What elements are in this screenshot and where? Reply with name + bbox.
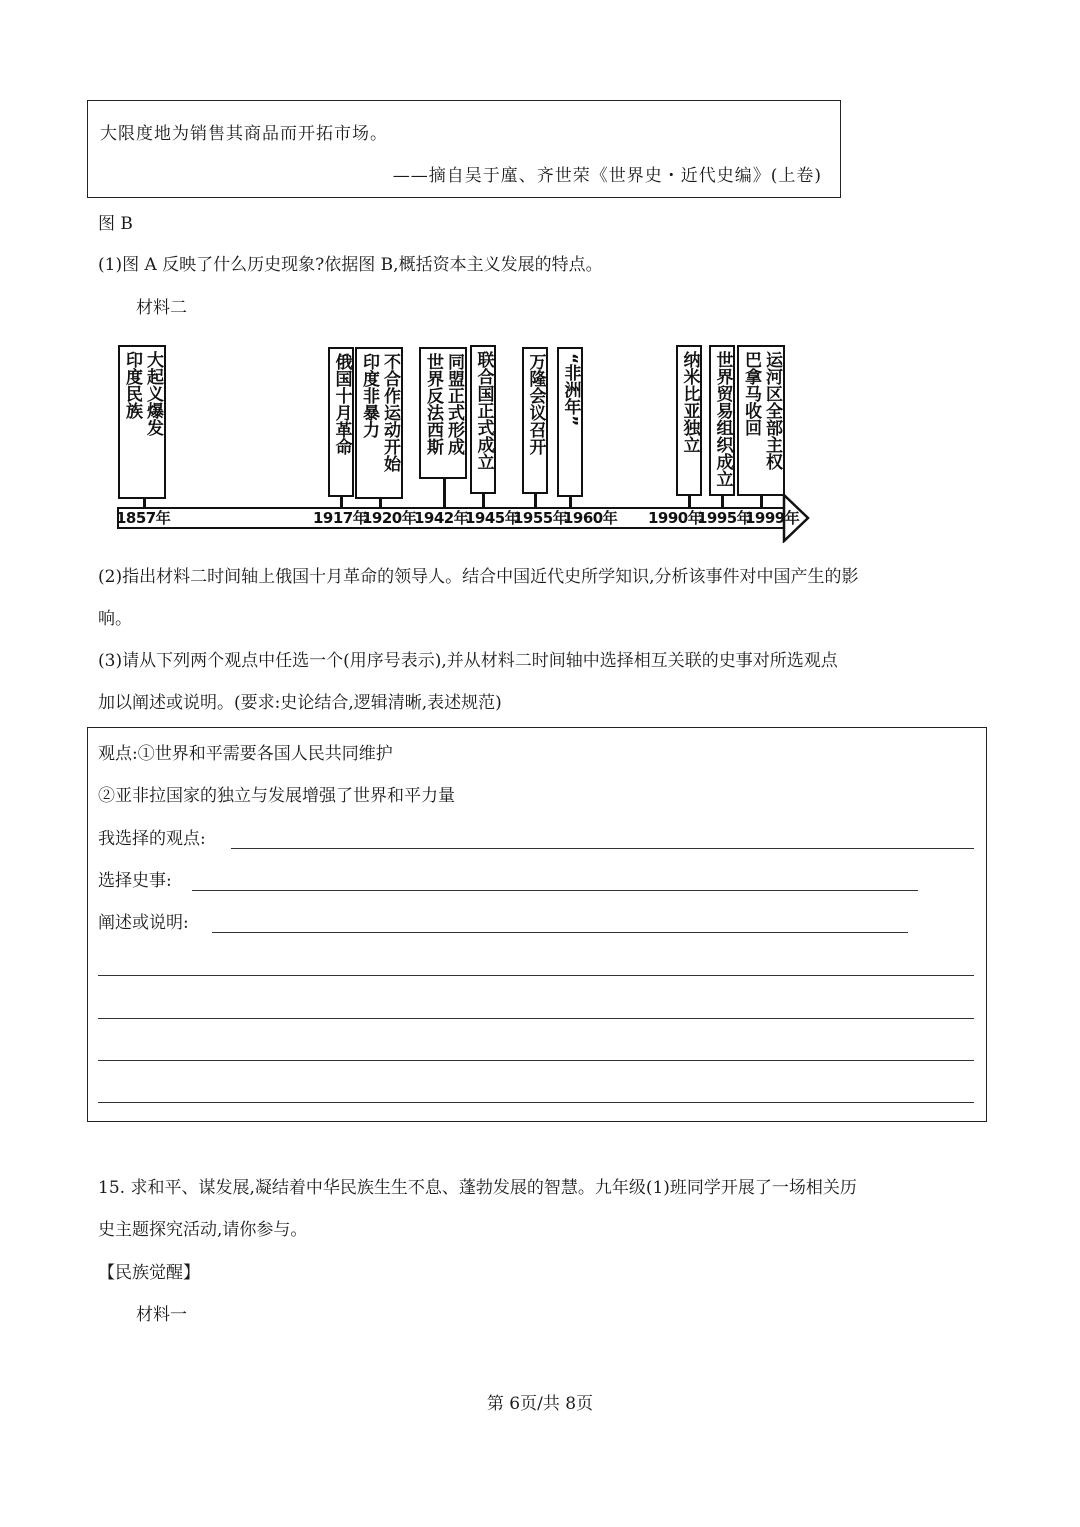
timeline-year: 1942年: [414, 509, 469, 527]
event-text: 万隆会议召开: [525, 353, 546, 455]
timeline-stick: [721, 495, 724, 508]
timeline-event-1945: [470, 345, 496, 494]
timeline-event-1942: [419, 347, 467, 479]
timeline-year: 1955年: [513, 509, 568, 527]
timeline-stick: [379, 498, 382, 508]
field-label-viewpoint: 我选择的观点:: [98, 829, 206, 849]
viewpoint-1: 观点:①世界和平需要各国人民共同维护: [98, 744, 393, 764]
timeline-year: 1920年: [362, 509, 417, 527]
timeline-event-1917: [328, 347, 354, 497]
event-text: 运河区全部主权: [762, 351, 782, 470]
event-text: 大起义爆发: [143, 351, 163, 436]
field-label-explain: 阐述或说明:: [98, 913, 189, 933]
answer-line[interactable]: [98, 1060, 974, 1061]
answer-line-explain[interactable]: [212, 932, 908, 933]
event-text: 纳米比亚独立: [679, 351, 700, 453]
event-text: 世界贸易组织成立: [712, 351, 733, 487]
figure-b-label: 图 B: [98, 214, 133, 234]
timeline-stick: [443, 478, 446, 508]
event-text: 印度非暴力: [359, 353, 379, 438]
section-title: 【民族觉醒】: [98, 1263, 200, 1283]
event-text: 巴拿马收回: [741, 351, 761, 436]
timeline-stick: [340, 496, 343, 508]
answer-line[interactable]: [98, 975, 974, 976]
viewpoint-2: ②亚非拉国家的独立与发展增强了世界和平力量: [98, 786, 455, 806]
timeline-stick: [534, 493, 537, 508]
timeline-year: 1960年: [563, 509, 618, 527]
timeline-stick: [760, 495, 763, 508]
answer-line[interactable]: [98, 1102, 974, 1103]
page-footer: 第 6页/共 8页: [486, 1394, 594, 1414]
timeline-year: 1857年: [116, 509, 171, 527]
timeline-event-1990: [676, 345, 702, 496]
field-label-event: 选择史事:: [98, 871, 172, 891]
timeline-event-1920: [355, 347, 403, 499]
question-2-line1: (2)指出材料二时间轴上俄国十月革命的领导人。结合中国近代史所学知识,分析该事件对中国产生的影: [98, 567, 859, 587]
timeline-figure: [112, 340, 812, 545]
answer-line-event[interactable]: [192, 890, 918, 891]
material-1-label: 材料一: [136, 1305, 187, 1325]
question-3-line2: 加以阐述或说明。(要求:史论结合,逻辑清晰,表述规范): [98, 693, 502, 713]
question-15-line2: 史主题探究活动,请你参与。: [98, 1220, 308, 1240]
question-15-line1: 15. 求和平、谋发展,凝结着中华民族生生不息、蓬勃发展的智慧。九年级(1)班同学开展了一场相关历: [98, 1178, 857, 1198]
timeline-stick: [143, 498, 146, 508]
question-3-line1: (3)请从下列两个观点中任选一个(用序号表示),并从材料二时间轴中选择相互关联的史事对所选观点: [98, 651, 838, 671]
timeline-year: 1999年: [745, 509, 800, 527]
event-text: 俄国十月革命: [331, 353, 352, 455]
timeline-stick: [688, 495, 691, 508]
question-1: (1)图 A 反映了什么历史现象?依据图 B,概括资本主义发展的特点。: [98, 255, 603, 275]
event-text: 印度民族: [122, 351, 142, 419]
timeline-event-1995: [709, 345, 735, 496]
quote-source: ——摘自吴于廑、齐世荣《世界史・近代史编》(上卷): [392, 166, 822, 186]
question-2-line2: 响。: [98, 609, 132, 629]
event-text: 同盟正式形成: [444, 353, 464, 455]
event-text: 世界反法西斯: [423, 353, 443, 455]
timeline-year: 1995年: [697, 509, 752, 527]
timeline-year: 1917年: [313, 509, 368, 527]
timeline-event-1999: [737, 345, 785, 496]
event-text: 联合国正式成立: [473, 351, 494, 470]
timeline-year: 1945年: [465, 509, 520, 527]
timeline-event-1960: [557, 347, 583, 497]
quote-box: [87, 100, 841, 198]
quote-text: 大限度地为销售其商品而开拓市场。: [100, 124, 388, 144]
timeline-event-1857: [118, 345, 166, 499]
answer-line[interactable]: [98, 1018, 974, 1019]
timeline-stick: [569, 496, 572, 508]
event-text: “非洲年”: [560, 353, 581, 427]
timeline-year: 1990年: [648, 509, 703, 527]
timeline-event-1955: [522, 347, 548, 494]
material-2-label: 材料二: [136, 298, 187, 318]
answer-line-viewpoint[interactable]: [231, 848, 974, 849]
event-text: 不合作运动开始: [380, 353, 400, 472]
timeline-stick: [482, 493, 485, 508]
